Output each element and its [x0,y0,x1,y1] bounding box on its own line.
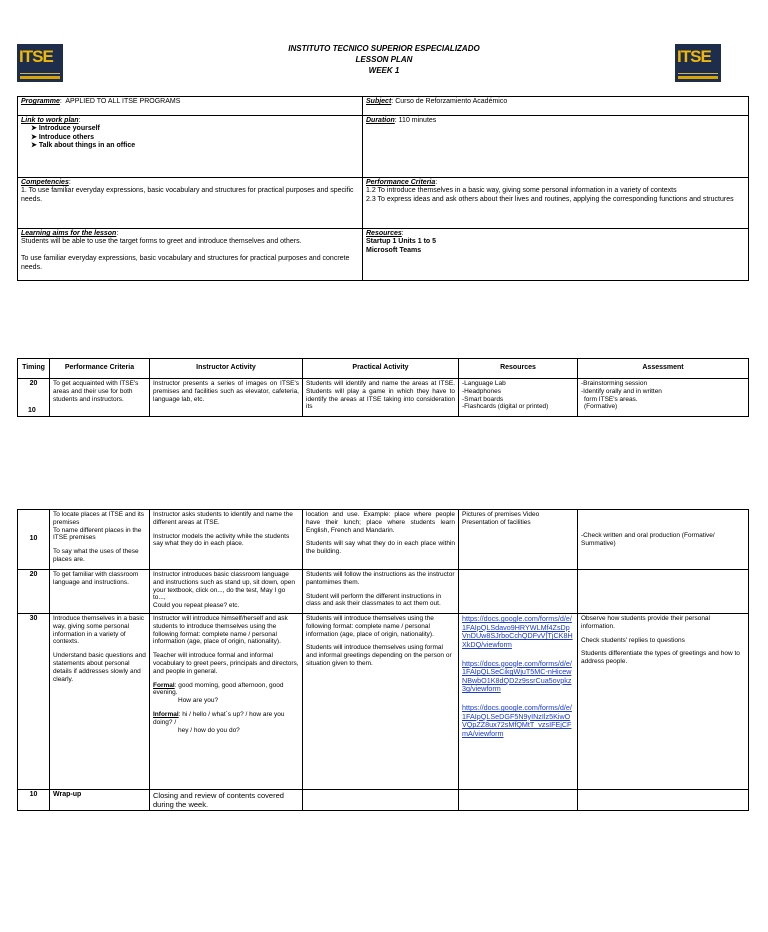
timing-cell: 10 [18,790,50,811]
timing-cell: 20 [18,570,50,614]
lesson-plan-title: LESSON PLAN [355,55,413,64]
criteria-cell: Wrap-up [50,790,150,811]
practical-cell: location and use. Example: place where people have their lunch; place where students learn English, French and Mandarin. Students will say what they do in each place within the building. [303,510,459,570]
duration-cell: Duration: 110 minutes [363,116,749,178]
header-practical-activity: Practical Activity [303,359,459,379]
subject-cell: Subject: Curso de Reforzamiento Académico [363,97,749,116]
learning-aims-cell: Learning aims for the lesson: Students will be able to use the target forms to greet and introduce themselves and others. To use familiar everyday expressions, basic vocabulary and structures for practical purposes and concrete needs. [18,229,363,281]
practical-cell [303,790,459,811]
assessment-cell: -Brainstorming session -Identify orally and in written form ITSE's areas. (Formative) [578,379,749,417]
itse-logo-left: ITSE [17,44,63,82]
timing-cell: 20 10 [18,379,50,417]
resources-cell: Resources: Startup 1 Units 1 to 5 Microsoft Teams [363,229,749,281]
header-assessment: Assessment [578,359,749,379]
timing-cell: 30 [18,614,50,790]
assessment-cell [578,570,749,614]
practical-cell: Students will identify and name the areas at ITSE. Students will play a game in which they have to identify the areas at ITSE taking into consideration its [303,379,459,417]
form-link-1[interactable]: https://docs.google.com/forms/d/e/1FAIpQLSdavo9HRYWLMf4ZsDpVnDUw8SJrboCchQDFvV[TjCK8HXkDQ/viewform [462,614,573,649]
link-item: ➤ Introduce yourself [31,125,359,133]
timing-cell: 10 [18,510,50,570]
practical-cell: Students will follow the instructions as the instructor pantomimes them. Student will perform the different instructions in class and ask their classmates to act them out. [303,570,459,614]
assessment-cell [578,790,749,811]
instructor-cell: Closing and review of contents covered during the week. [150,790,303,811]
header-instructor-activity: Instructor Activity [150,359,303,379]
instructor-cell: Instructor presents a series of images on ITSE's premises and facilities such as elevator, cafeteria, language lab, etc. [150,379,303,417]
programme-cell: Programme: APPLIED TO ALL ITSE PROGRAMS [18,97,363,116]
resources-cell [459,614,578,790]
criteria-cell: To get familiar with classroom language and instructions. [50,570,150,614]
institute-title: INSTITUTO TECNICO SUPERIOR ESPECIALIZADO [288,44,480,53]
week-title: WEEK 1 [368,66,400,75]
form-link-3[interactable]: https://docs.google.com/forms/d/e/1FAIpQLSeDGF5N9yINzIlz5KiwOVQpZZ8ux72sMfQMtT_vzsIFEjCFmA/viewform [462,703,572,739]
instructor-cell: Instructor introduces basic classroom language and instructions such as stand up, sit down, open your textbook, click on..., do the test, May I go to..., Could you repeat please? etc. [150,570,303,614]
resources-cell [459,570,578,614]
criteria-cell: To get acquainted with ITSE's areas and their use for both students and instructors. [50,379,150,417]
assessment-cell: Observe how students provide their personal information. Check students' replies to questions Students differentiate the types of greetings and how to address people. [578,614,749,790]
link-item: ➤ Talk about things in an office [31,142,359,150]
header-resources: Resources [459,359,578,379]
competencies-cell: Competencies: 1. To use familiar everyday expressions, basic vocabulary and structures for practical purposes and specific needs. [18,178,363,229]
resources-cell [459,790,578,811]
instructor-cell: Instructor will introduce himself/herself and ask students to introduce themselves using the following format: complete name / personal information (age, place of origin, nationality). Teacher will introduce formal and informal vocabulary to greet peers, principals and directors, and people in general. Formal: good morning, good afternoon, good evening. How are you? Informal: hi / hello / what´s up? / how are you doing? / hey / how do you do? [150,614,303,790]
activity-table-1 [17,358,749,417]
form-link-2[interactable]: https://docs.google.com/forms/d/e/1FAIpQLSeCikgWjuT5MC-nHicewNBwbO1K8dQD2z9ssrCua5ovpkz3g/viewform [462,658,572,694]
resources-cell: -Language Lab -Headphones -Smart boards -Flashcards (digital or printed) [459,379,578,417]
resources-cell: Pictures of premises Video Presentation of facilities [459,510,578,570]
performance-criteria-cell: Performance Criteria: 1.2 To introduce themselves in a basic way, giving some personal information in a variety of contexts 2.3 To express ideas and ask others about their lives and routines, applying the corresponding functions and structures [363,178,749,229]
activity-table-2 [17,509,749,811]
header-performance-criteria: Performance Criteria [50,359,150,379]
itse-logo-right: ITSE [675,44,721,82]
practical-cell: Students will introduce themselves using the following format: complete name / personal information (age, place of origin, nationality). Students will introduce themselves using formal and informal greetings depending on the person or situation given to them. [303,614,459,790]
link-item: ➤ Introduce others [31,134,359,142]
assessment-cell: -Check written and oral production (Formative/ Summative) [578,510,749,570]
link-work-plan-cell: Link to work plan: ➤ Introduce yourself ➤ Introduce others ➤ Talk about things in an office [18,116,363,178]
header-timing: Timing [18,359,50,379]
criteria-cell: To locate places at ITSE and its premises To name different places in the ITSE premises To say what the uses of these places are. [50,510,150,570]
instructor-cell: Instructor asks students to identify and name the different areas at ITSE. Instructor models the activity while the students say what they do in each place. [150,510,303,570]
criteria-cell: Introduce themselves in a basic way, giving some personal information in a variety of contexts. Understand basic questions and statements about personal details if addresses slowly and clearly. [50,614,150,790]
info-table [17,96,749,281]
